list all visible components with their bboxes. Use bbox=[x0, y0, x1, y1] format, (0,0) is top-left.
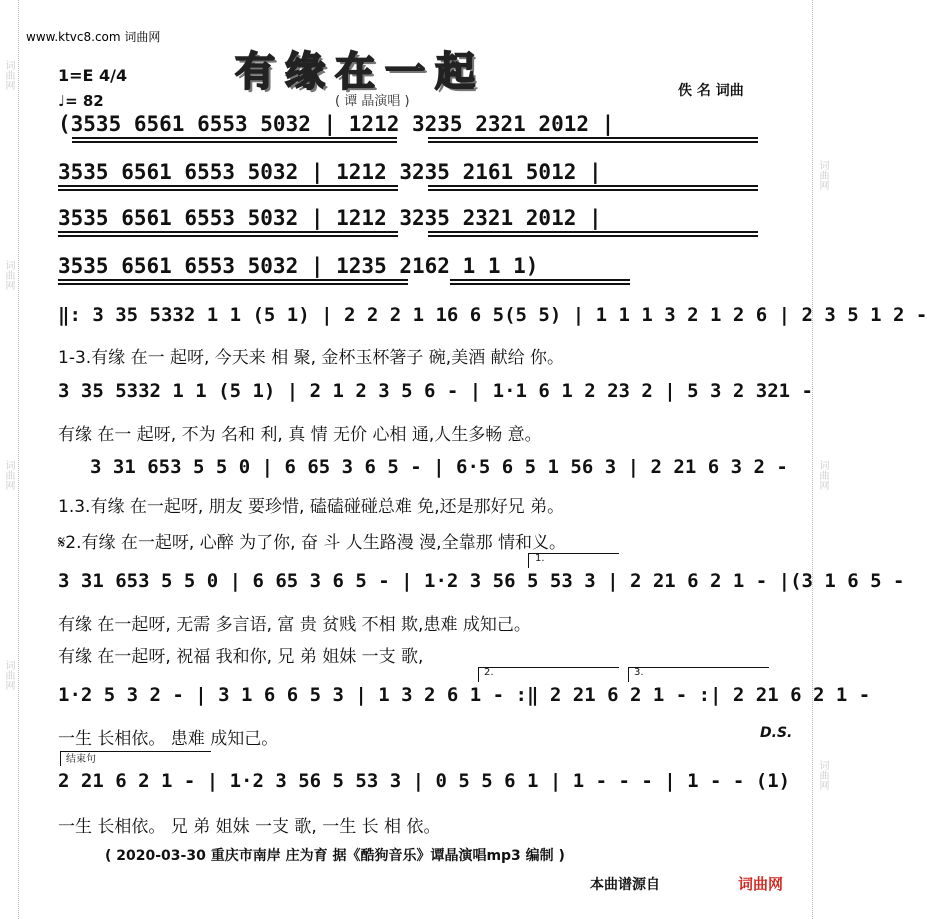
lyric-row-2: 有缘 在一 起呀, 不为 名和 利, 真 情 无价 心相 通,人生多畅 意。 bbox=[58, 425, 542, 445]
notation-row-4: 3 31 653 5 5 0 | 6 65 3 6 5 - | 1·2 3 56 5 53 3 | 2 21 6 2 1 - |(3 1 6 5 - bbox=[58, 570, 905, 592]
underline bbox=[428, 189, 758, 191]
ending-2-bracket bbox=[478, 667, 619, 682]
ending-1-bracket bbox=[528, 553, 619, 568]
underline bbox=[450, 279, 630, 281]
lyric-row-3b: 𝄋2.有缘 在一起呀, 心醉 为了你, 奋 斗 人生路漫 漫,全靠那 情和义。 bbox=[58, 533, 566, 553]
right-watermark-3: 词曲网 bbox=[817, 760, 828, 790]
underline bbox=[58, 185, 398, 187]
key-signature: 1=E 4/4 bbox=[58, 66, 128, 85]
lyric-row-6: 一生 长相依。 兄 弟 姐妹 一支 歌, 一生 长 相 依。 bbox=[58, 817, 441, 837]
notation-row-5: 1·2 5 3 2 - | 3 1 6 6 5 3 | 1 3 2 6 1 - :‖ 2 21 6 2 1 - :| 2 21 6 2 1 - bbox=[58, 684, 871, 706]
source-text: 本曲谱源自 bbox=[590, 877, 660, 893]
left-watermark-4: 词曲网 bbox=[3, 660, 14, 690]
intro-line-2: 3535 6561 6553 5032 | 1212 3235 2161 5012 | bbox=[58, 160, 602, 184]
notation-row-2: 3 35 5332 1 1 (5 1) | 2 1 2 3 5 6 - | 1·1 6 1 2 23 2 | 5 3 2 321 - bbox=[58, 380, 813, 402]
song-title: 有缘在一起 bbox=[235, 49, 485, 95]
lyric-row-5: 一生 长相依。 患难 成知己。 bbox=[58, 729, 279, 749]
intro-line-4: 3535 6561 6553 5032 | 1235 2162 1 1 1) bbox=[58, 254, 539, 278]
underline bbox=[428, 235, 758, 237]
underline bbox=[58, 231, 398, 233]
ending-3-bracket bbox=[628, 667, 769, 682]
lyric-row-3a: 1.3.有缘 在一起呀, 朋友 要珍惜, 磕磕碰碰总难 免,还是那好兄 弟。 bbox=[58, 497, 565, 517]
right-watermark-2: 词曲网 bbox=[817, 460, 828, 490]
notation-row-6: 2 21 6 2 1 - | 1·2 3 56 5 53 3 | 0 5 5 6 1 | 1 - - - | 1 - - (1) bbox=[58, 770, 791, 792]
underline bbox=[428, 141, 758, 143]
lyric-row-1: 1-3.有缘 在一 起呀, 今天来 相 聚, 金杯玉杯箸子 碗,美酒 献给 你。 bbox=[58, 348, 565, 368]
singer-credit: ( 谭 晶演唱 ) bbox=[335, 94, 410, 109]
compilation-note: ( 2020-03-30 重庆市南岸 庄为育 据《酷狗音乐》谭晶演唱mp3 编制 ) bbox=[105, 848, 565, 864]
underline bbox=[58, 235, 398, 237]
underline bbox=[58, 189, 398, 191]
left-watermark-3: 词曲网 bbox=[3, 460, 14, 490]
tempo-marking: ♩= 82 bbox=[58, 92, 104, 110]
underline bbox=[58, 279, 408, 281]
author-credit: 佚 名 词曲 bbox=[678, 83, 744, 99]
ending-3-label: 3. bbox=[634, 667, 644, 678]
ending-2-label: 2. bbox=[484, 667, 494, 678]
intro-line-1: (3535 6561 6553 5032 | 1212 3235 2321 2012 | bbox=[58, 112, 615, 136]
underline bbox=[450, 283, 630, 285]
brand-logo[interactable]: 词曲网 bbox=[738, 875, 784, 893]
underline bbox=[428, 137, 758, 139]
intro-line-3: 3535 6561 6553 5032 | 1212 3235 2321 2012 | bbox=[58, 206, 602, 230]
underline bbox=[428, 185, 758, 187]
underline bbox=[58, 283, 408, 285]
ds-mark: D.S. bbox=[760, 725, 793, 741]
underline bbox=[72, 137, 397, 139]
ending-1-label: 1. bbox=[535, 553, 545, 564]
left-watermark-2: 词曲网 bbox=[3, 260, 14, 290]
notation-row-1: ‖: 3 35 5332 1 1 (5 1) | 2 2 2 1 16 6 5(5 5) | 1 1 1 3 2 1 2 6 | 2 3 5 1 2 - bbox=[58, 304, 927, 326]
lyric-row-4b: 有缘 在一起呀, 祝福 我和你, 兄 弟 姐妹 一支 歌, bbox=[58, 647, 424, 667]
lyric-row-4a: 有缘 在一起呀, 无需 多言语, 富 贵 贫贱 不相 欺,患难 成知己。 bbox=[58, 615, 531, 635]
underline bbox=[72, 141, 397, 143]
underline bbox=[428, 231, 758, 233]
left-watermark-1: 词曲网 bbox=[3, 60, 14, 90]
coda-label: 结束句 bbox=[66, 754, 96, 765]
notation-row-3: 3 31 653 5 5 0 | 6 65 3 6 5 - | 6·5 6 5 1 56 3 | 2 21 6 3 2 - bbox=[90, 456, 788, 478]
right-watermark-1: 词曲网 bbox=[817, 160, 828, 190]
site-header[interactable]: www.ktvc8.com 词曲网 bbox=[26, 30, 161, 44]
